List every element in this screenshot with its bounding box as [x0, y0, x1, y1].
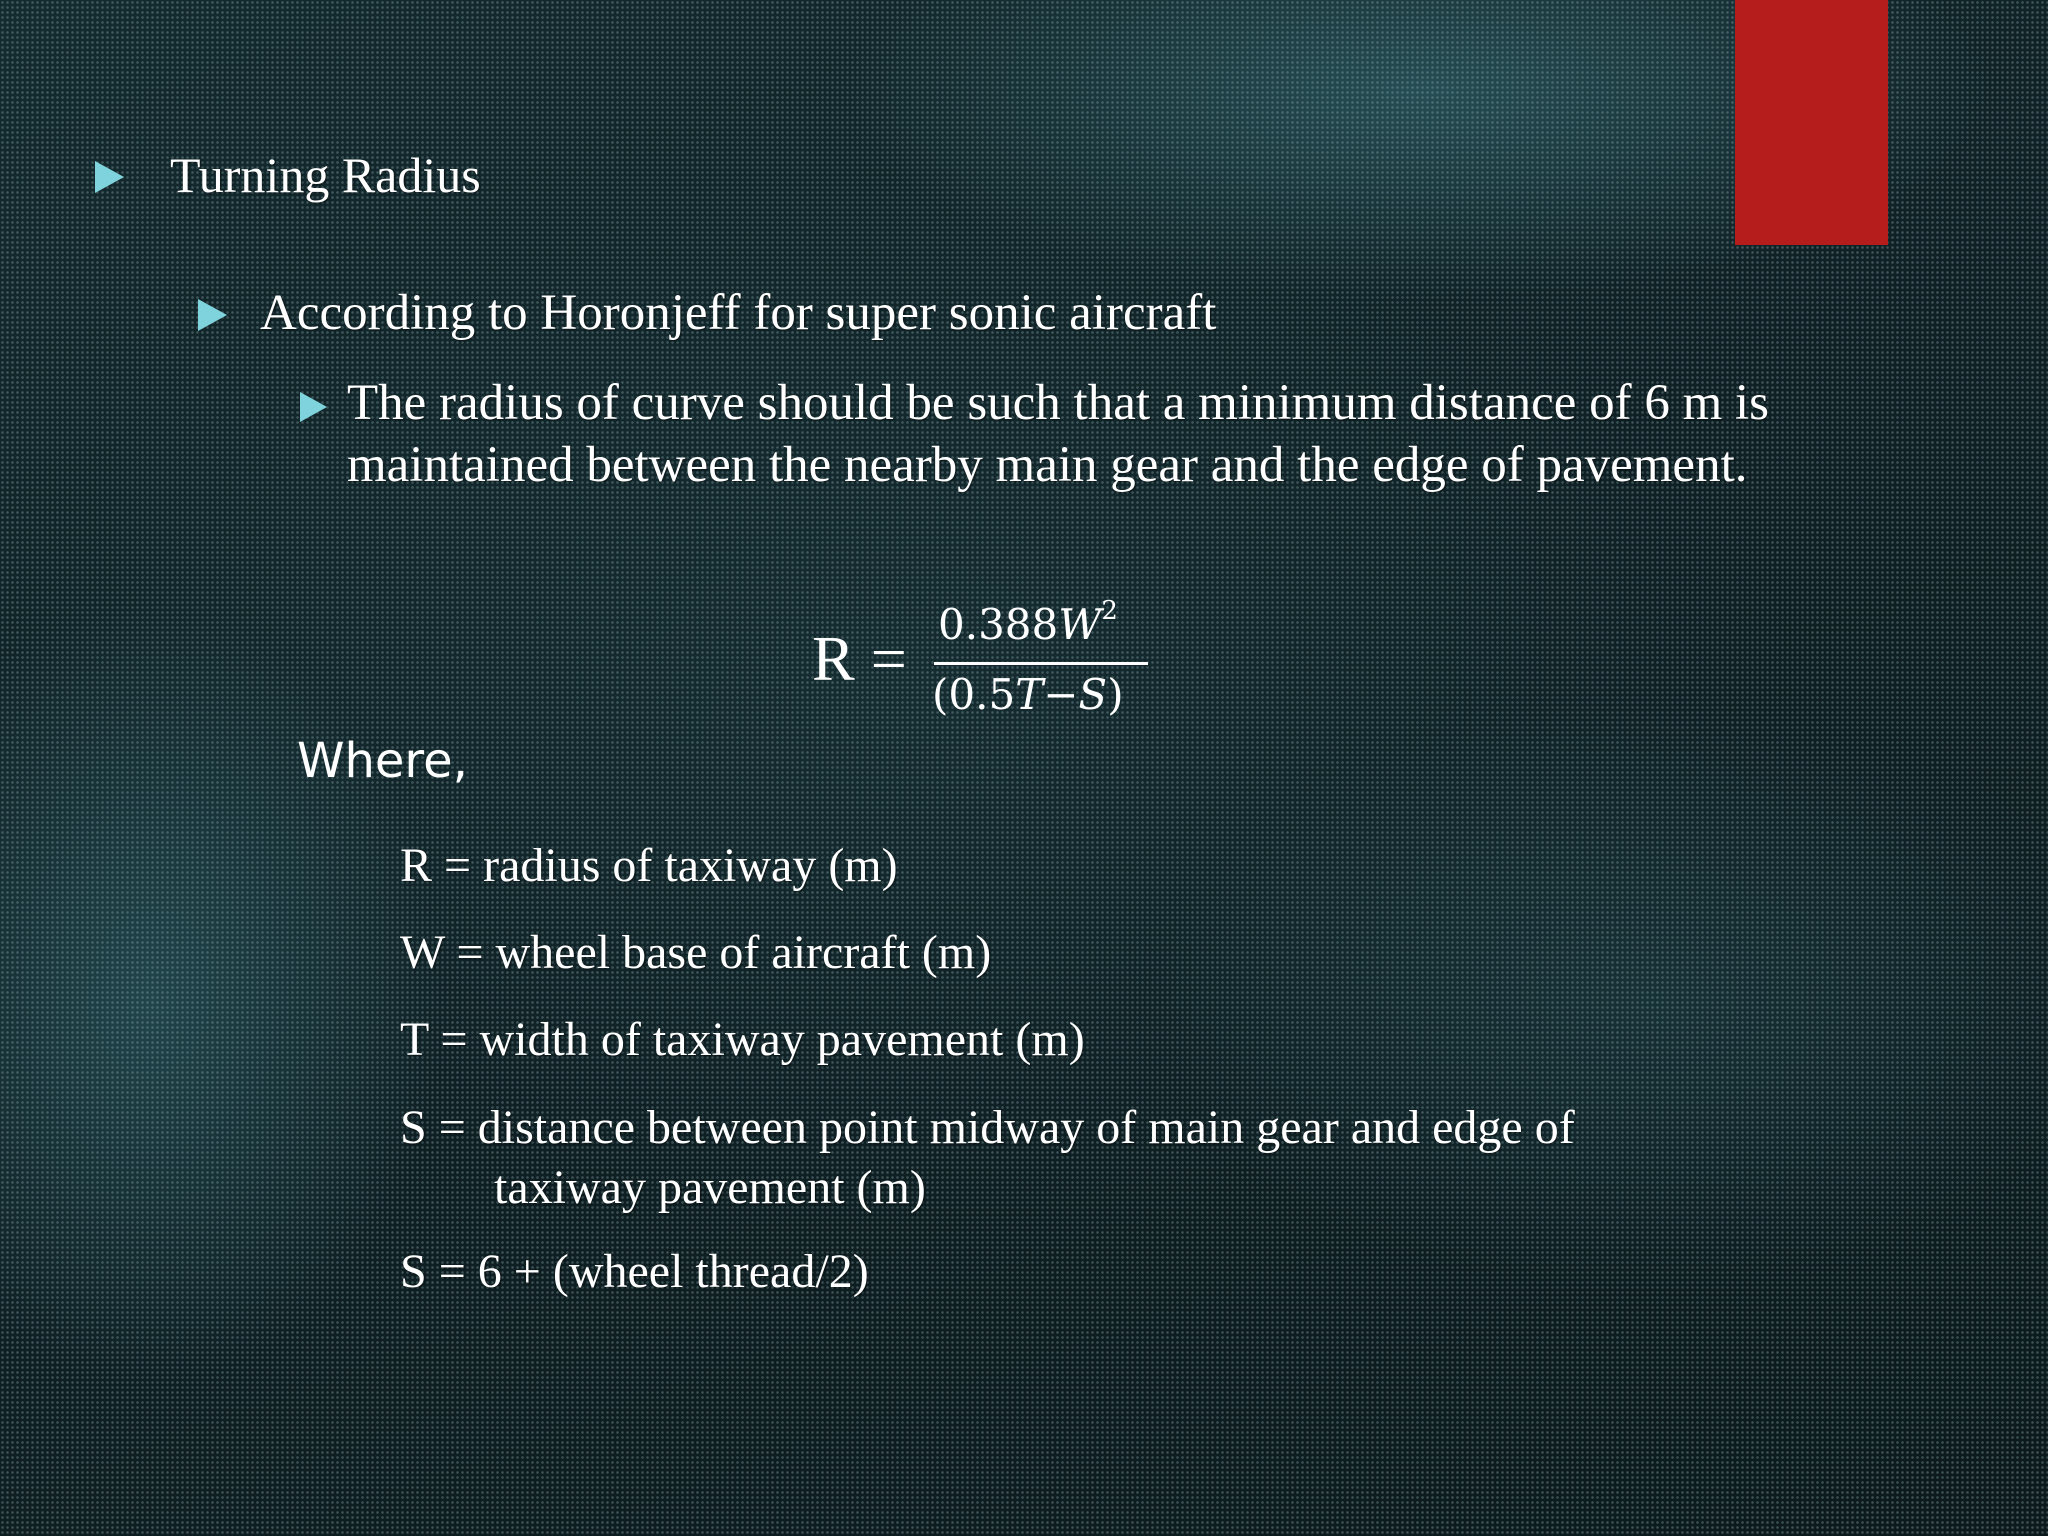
- numerator-variable: W: [1058, 600, 1102, 649]
- heading-turning-radius: Turning Radius: [170, 147, 481, 203]
- triangle-bullet-icon: [300, 392, 327, 422]
- formula-denominator: [932, 670, 1124, 719]
- fraction-bar: [934, 662, 1148, 665]
- bullet-horonjeff: According to Horonjeff for super sonic aircraft: [260, 285, 1217, 341]
- formula-lhs: R =: [812, 623, 907, 694]
- definition-s: [400, 1098, 1575, 1218]
- numerator-coefficient: 0.388: [938, 600, 1059, 649]
- bullet-radius-line-2: maintained between the nearby main gear and the edge of pavement.: [347, 437, 1748, 493]
- definition-t: T = width of taxiway pavement (m): [400, 1013, 1085, 1066]
- bullet-radius-line-1: The radius of curve should be such that a minimum distance of 6 m is: [347, 375, 1770, 431]
- triangle-bullet-icon: [95, 161, 124, 193]
- den-close: ): [1107, 670, 1124, 719]
- den-open: (0.5: [932, 670, 1016, 719]
- red-accent-bar: [1735, 0, 1888, 245]
- den-var-t: T: [1015, 670, 1044, 719]
- where-label: Where,: [297, 733, 468, 789]
- definition-s-line-2: taxiway pavement (m): [494, 1161, 926, 1214]
- definition-w: W = wheel base of aircraft (m): [400, 926, 992, 979]
- turning-radius-formula: [812, 590, 1142, 730]
- triangle-bullet-icon: [198, 299, 227, 331]
- formula-numerator: [938, 596, 1118, 649]
- den-var-s: S: [1078, 670, 1108, 719]
- definition-s-formula: S = 6 + (wheel thread/2): [400, 1245, 869, 1298]
- definition-s-line-1: S = distance between point midway of main gear and edge of: [400, 1101, 1575, 1154]
- den-operator: −: [1043, 670, 1079, 719]
- numerator-exponent: 2: [1101, 596, 1118, 626]
- bullet-radius-description: [347, 372, 1769, 496]
- definition-r: R = radius of taxiway (m): [400, 839, 898, 892]
